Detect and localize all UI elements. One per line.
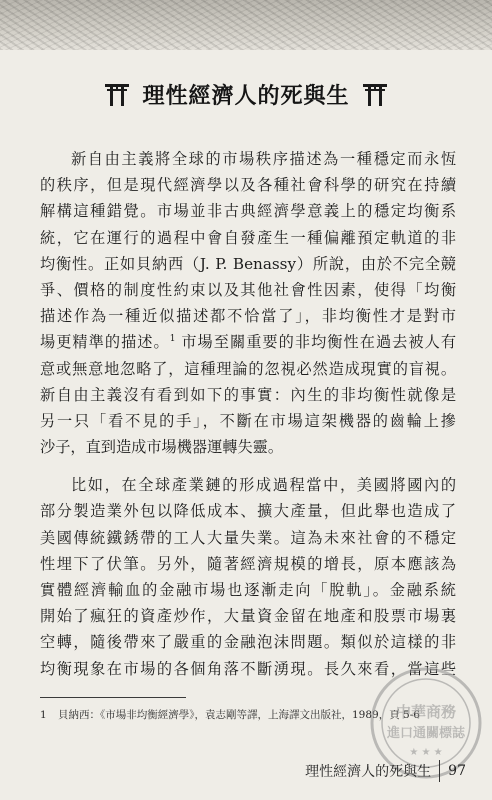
torii-gate-icon <box>104 81 130 107</box>
chapter-title: 理性經濟人的死與生 <box>142 82 350 109</box>
paragraph-line: 的秩序，但是現代經濟學以及各種社會科學的研究在持續 <box>40 176 456 195</box>
paragraph-line: 新自由主義沒有看到如下的事實：內生的非均衡性就像是 <box>40 385 456 404</box>
paragraph-line: 空轉，隨後帶來了嚴重的金融泡沫問題。類似於這樣的非 <box>40 633 456 652</box>
paragraph-line: 意或無意地忽略了，這種理論的忽視必然造成現實的盲視。 <box>40 359 456 378</box>
footnote-number: 1 <box>40 709 47 721</box>
paragraph-line: 統，它在運行的過程中會自發產生一種偏離預定軌道的非 <box>40 228 456 247</box>
watermark-line-1: 中華商務 <box>395 703 457 721</box>
footnote <box>40 707 460 722</box>
footer-divider <box>439 760 440 782</box>
paragraph-line: 描述作為一種近似描述都不恰當了」，非均衡性才是對市 <box>40 307 456 326</box>
footnote-divider <box>40 697 186 698</box>
chapter-heading <box>0 74 492 114</box>
paragraph-line <box>40 329 456 355</box>
running-footer-title: 理性經濟人的死與生 <box>305 764 432 780</box>
paragraph-line: 新自由主義將全球的市場秩序描述為一種穩定而永恆 <box>71 150 456 168</box>
paragraph-line: 另一只「看不見的手」，不斷在市場這架機器的齒輪上摻 <box>40 411 456 430</box>
page-number: 97 <box>448 763 466 779</box>
paragraph-line: 性埋下了伏筆。另外，隨著經濟規模的增長，原本應該為 <box>40 554 456 573</box>
paragraph-line: 美國傳統鐵銹帶的工人大量失業。這為未來社會的不穩定 <box>40 528 456 547</box>
watermark-line-2: 進口通關標誌 <box>386 726 466 741</box>
paragraph-text: 市場至關重要的非均衡性在過去被人有 <box>181 333 457 352</box>
paragraph-text: 場更精準的描述。 <box>40 333 170 352</box>
footnote-reference: 1 <box>169 334 176 345</box>
paragraph-line: 部分製造業外包以降低成本、擴大產量，但此舉也造成了 <box>40 502 456 521</box>
paragraph-line: 沙子，直到造成市場機器運轉失靈。 <box>40 438 283 457</box>
paragraph-line: 比如，在全球產業鏈的形成過程當中，美國將國內的 <box>71 476 456 495</box>
paragraph-line: 解構這種錯覺。市場並非古典經濟學意義上的穩定均衡系 <box>40 202 456 221</box>
decorative-header-band <box>0 0 492 50</box>
torii-gate-icon <box>362 81 388 107</box>
running-footer <box>305 760 466 782</box>
svg-text:★ ★ ★: ★ ★ ★ <box>409 747 443 758</box>
body-text <box>40 146 456 682</box>
paragraph-line: 均衡性。正如貝納西（J. P. Benassy）所說，由於不完全競 <box>40 254 456 273</box>
paragraph-spacer <box>40 460 456 472</box>
paragraph-line: 爭、價格的制度性約束以及其他社會性因素，使得「均衡 <box>40 280 456 299</box>
footnote-text: 貝納西：《市場非均衡經濟學》，袁志剛等譯，上海譯文出版社，1989，頁 5-6 <box>58 709 420 721</box>
paragraph-line: 均衡現象在市場的各個角落不斷湧現。長久來看，當這些 <box>40 659 456 678</box>
paragraph-line: 開始了瘋狂的資產炒作，大量資金留在地產和股票市場裏 <box>40 607 456 626</box>
paragraph-line: 實體經濟輸血的金融市場也逐漸走向「脫軌」。金融系統 <box>40 581 456 599</box>
